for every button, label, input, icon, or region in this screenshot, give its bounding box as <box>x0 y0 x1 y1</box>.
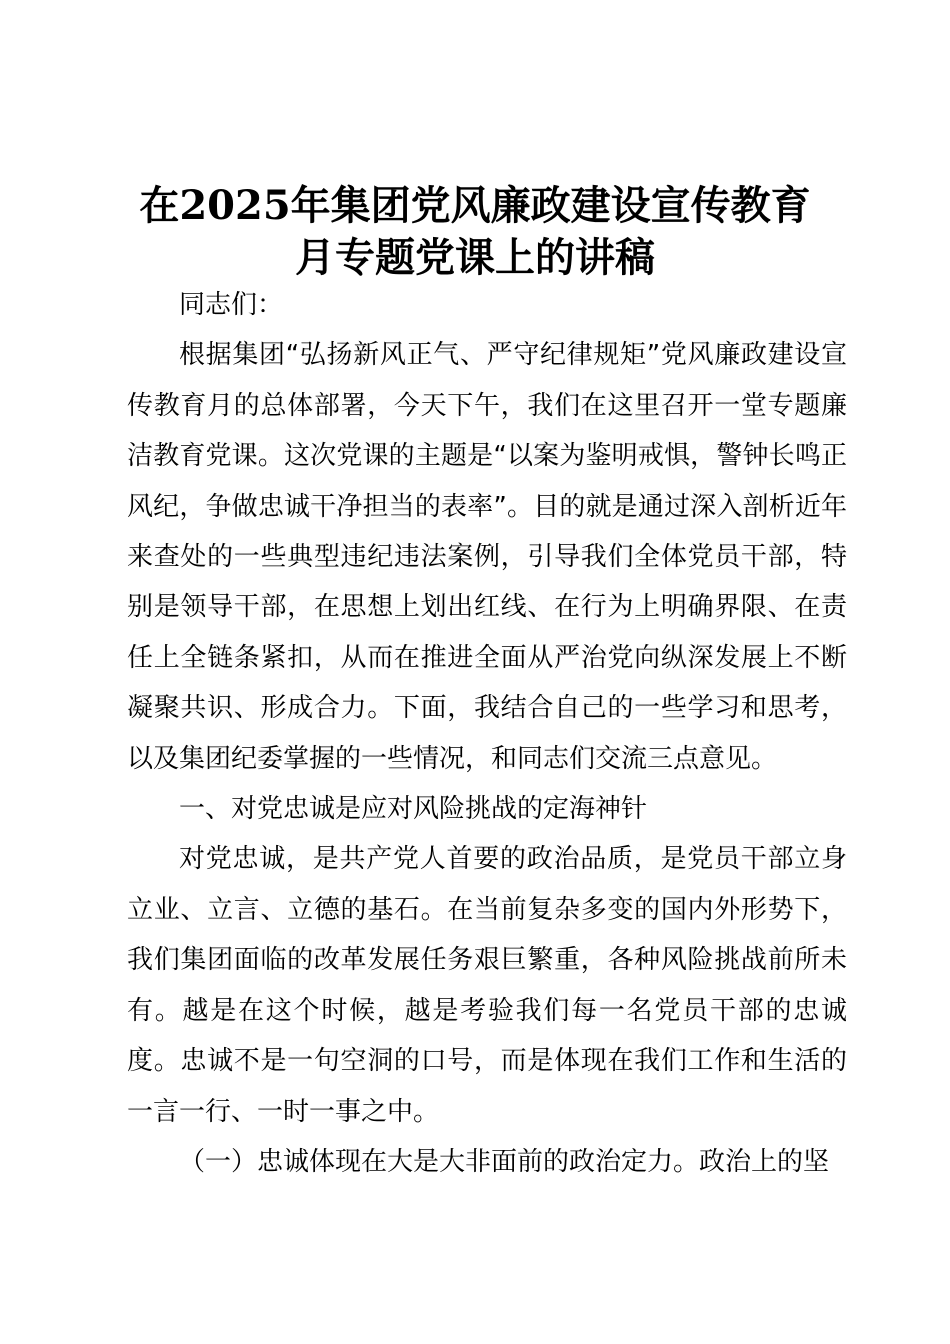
paragraph-intro: 根据集团“弘扬新风正气、严守纪律规矩”党风廉政建设宣传教育月的总体部署，今天下午，我们在这里召开一堂专题廉洁教育党课。这次党课的主题是“以案为鉴明戒惧，警钟长鸣正风纪，争做忠诚干净担当的表率”。目的就是通过深入剖析近年来查处的一些典型违纪违法案例，引导我们全体党员干部，特别是领导干部，在思想上划出红线、在行为上明确界限、在责任上全链条紧扣，从而在推进全面从严治党向纵深发展上不断凝聚共识、形成合力。下面，我结合自己的一些学习和思考，以及集团纪委掌握的一些情况，和同志们交流三点意见。 <box>127 340 847 774</box>
section-heading-1: 一、对党忠诚是应对风险挑战的定海神针 <box>179 794 648 825</box>
document-body <box>127 280 847 1187</box>
paragraph-loyalty: 对党忠诚，是共产党人首要的政治品质，是党员干部立身立业、立言、立德的基石。在当前复杂多变的国内外形势下，我们集团面临的改革发展任务艰巨繁重，各种风险挑战前所未有。越是在这个时候，越是考验我们每一名党员干部的忠诚度。忠诚不是一句空洞的口号，而是体现在我们工作和生活的一言一行、一时一事之中。 <box>127 844 847 1127</box>
document-title <box>100 180 850 284</box>
subsection-heading-1: （一）忠诚体现在大是大非面前的政治定力。政治上的坚 <box>179 1146 830 1177</box>
salutation: 同志们： <box>179 290 284 320</box>
title-line-2: 月专题党课上的讲稿 <box>295 234 655 281</box>
title-line-1: 在2025年集团党风廉政建设宣传教育 <box>139 182 811 229</box>
